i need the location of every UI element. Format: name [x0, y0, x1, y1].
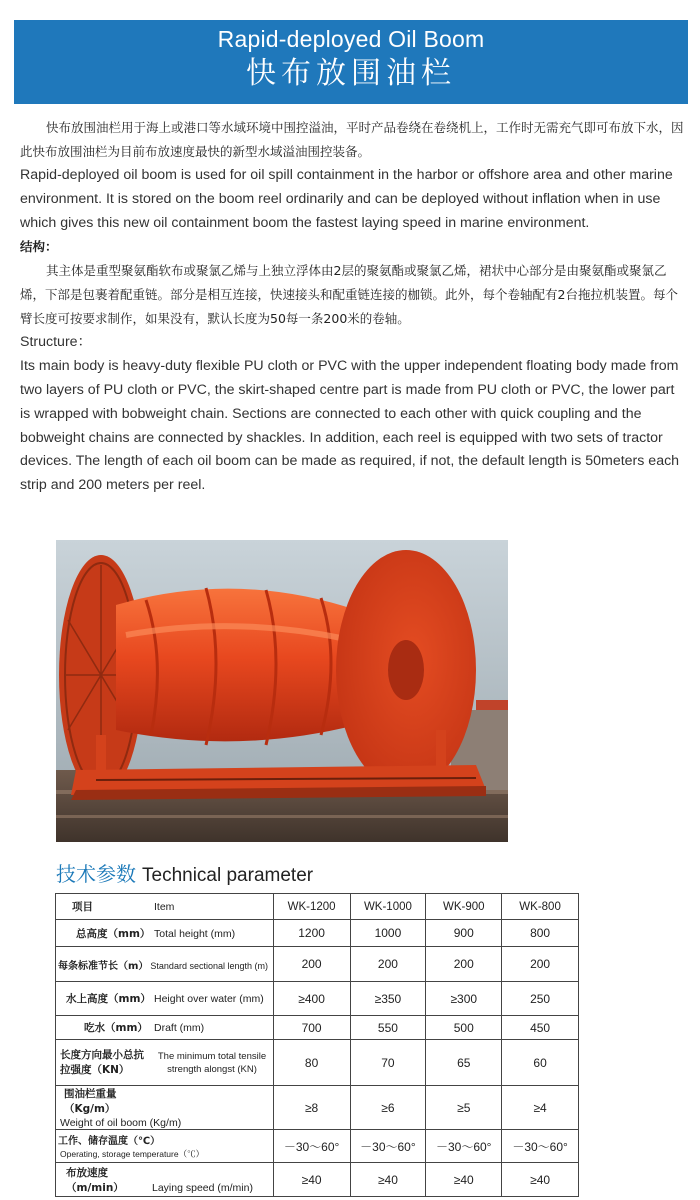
- structure-en: Its main body is heavy-duty flexible PU cloth or PVC with the upper independent floating body made from two layers of PU cloth or PVC, the skirt-shaped centre part is made from PU cloth or PVC, the lower part is wrapped with bobweight chain. Sections are connected to each other with quick coupling and the bobweight chains are connected by shackles. In addition, each reel is equipped with two sets of tractor devices. The length of each oil boom can be made as required, if not, the default length is 50meters each strip and 200 meters per reel.: [20, 358, 680, 494]
- structure-label-zh: 结构：: [20, 239, 58, 255]
- title-zh: 快布放围油栏: [246, 56, 456, 91]
- row-value: 80: [273, 1040, 350, 1086]
- intro-zh: 快布放围油栏用于海上或港口等水域环境中围控溢油，平时产品卷绕在卷绕机上，工作时无需充气即可布放下水，因此快布放围油栏为目前布放速度最快的新型水域溢油围控装备。: [20, 120, 684, 159]
- header-item-en: Item: [154, 901, 175, 913]
- header-model-4: WK-800: [502, 894, 579, 920]
- row-label-zh: 布放速度（m/min）: [66, 1166, 124, 1194]
- spec-table: [55, 893, 579, 1197]
- row-value: 200: [426, 947, 502, 982]
- table-row: [56, 920, 579, 947]
- header-model-1: WK-1200: [273, 894, 350, 920]
- table-row: [56, 947, 579, 982]
- description: [20, 116, 688, 498]
- header-item-zh: 项目: [72, 901, 93, 913]
- tech-title-en: Technical parameter: [142, 865, 314, 886]
- row-value: ≥8: [273, 1086, 350, 1130]
- row-value: ≥5: [426, 1086, 502, 1130]
- row-label-zh: 工作、储存温度（℃）: [58, 1136, 161, 1147]
- table-row: [56, 982, 579, 1016]
- row-value: ≥300: [426, 982, 502, 1016]
- row-label-zh: 总高度（mm）: [76, 927, 151, 940]
- row-value: －30～60°: [273, 1130, 350, 1163]
- row-label-en: Draft (mm): [154, 1022, 205, 1034]
- title-banner: [14, 20, 688, 104]
- row-value: ≥40: [273, 1163, 350, 1197]
- table-row: [56, 1130, 579, 1163]
- row-value: 450: [502, 1016, 579, 1040]
- row-value: 550: [350, 1016, 426, 1040]
- row-label-en: Total height (mm): [154, 927, 236, 940]
- row-value: ≥4: [502, 1086, 579, 1130]
- tech-title-zh: 技术参数: [56, 862, 136, 886]
- row-label-en: The minimum total tensile strength alongst (KN): [157, 1050, 267, 1075]
- row-value: ≥40: [502, 1163, 579, 1197]
- table-row: [56, 1016, 579, 1040]
- row-value: 800: [502, 920, 579, 947]
- header-item-cell: [56, 894, 274, 920]
- row-value: －30～60°: [350, 1130, 426, 1163]
- row-label-zh: 每条标准节长（m）: [58, 960, 149, 972]
- row-value: 500: [426, 1016, 502, 1040]
- header-model-2: WK-1000: [350, 894, 426, 920]
- row-value: －30～60°: [426, 1130, 502, 1163]
- row-label-en: Laying speed (m/min): [152, 1181, 253, 1194]
- title-en: Rapid-deployed Oil Boom: [217, 26, 485, 52]
- row-label-zh: 水上高度（mm）: [66, 993, 151, 1005]
- row-value: ≥40: [350, 1163, 426, 1197]
- row-value: 1200: [273, 920, 350, 947]
- table-row: [56, 1040, 579, 1086]
- row-value: ≥6: [350, 1086, 426, 1130]
- row-value: 1000: [350, 920, 426, 947]
- row-label-zh: 长度方向最小总抗拉强度（KN）: [60, 1048, 144, 1076]
- boom-reel-photo: [56, 540, 508, 842]
- row-label-en: Standard sectional length (m): [150, 960, 268, 971]
- row-label-en: Weight of oil boom (Kg/m): [60, 1117, 182, 1129]
- row-label-zh: 吃水（mm）: [84, 1022, 148, 1034]
- row-value: 200: [350, 947, 426, 982]
- row-value: ≥40: [426, 1163, 502, 1197]
- table-row: [56, 1086, 579, 1130]
- row-value: 60: [502, 1040, 579, 1086]
- row-value: 65: [426, 1040, 502, 1086]
- header-model-3: WK-900: [426, 894, 502, 920]
- row-value: 70: [350, 1040, 426, 1086]
- table-row: [56, 1163, 579, 1197]
- table-header-row: [56, 894, 579, 920]
- row-value: 250: [502, 982, 579, 1016]
- row-value: 700: [273, 1016, 350, 1040]
- tech-title: [56, 858, 313, 887]
- structure-label-en: Structure：: [20, 334, 92, 351]
- row-label-zh: 围油栏重量（Kg/m）: [64, 1088, 117, 1115]
- row-value: 200: [273, 947, 350, 982]
- row-value: 900: [426, 920, 502, 947]
- intro-en: Rapid-deployed oil boom is used for oil spill containment in the harbor or offshore area and other marine environment. It is stored on the boom reel ordinarily and can be deployed without inflation when in use which gives this new oil containment boom the fastest laying speed in marine environment.: [20, 167, 673, 231]
- row-label-en: Height over water (mm): [154, 993, 264, 1005]
- row-value: 200: [502, 947, 579, 982]
- structure-zh: 其主体是重型聚氨酯软布或聚氯乙烯与上独立浮体由2层的聚氨酯或聚氯乙烯，裙状中心部分是由聚氨酯或聚氯乙烯，下部是包裹着配重链。部分是相互连接，快速接头和配重链连接的枷锁。此外，每个卷轴配有2台拖拉机装置。每个臂长度可按要求制作，如果没有，默认长度为50每一条200米的卷轴。: [20, 263, 678, 327]
- row-value: －30～60°: [502, 1130, 579, 1163]
- row-value: ≥400: [273, 982, 350, 1016]
- row-label-en: Operating, storage temperature（℃）: [60, 1149, 205, 1159]
- boom-reel-illustration: [56, 540, 508, 842]
- row-value: ≥350: [350, 982, 426, 1016]
